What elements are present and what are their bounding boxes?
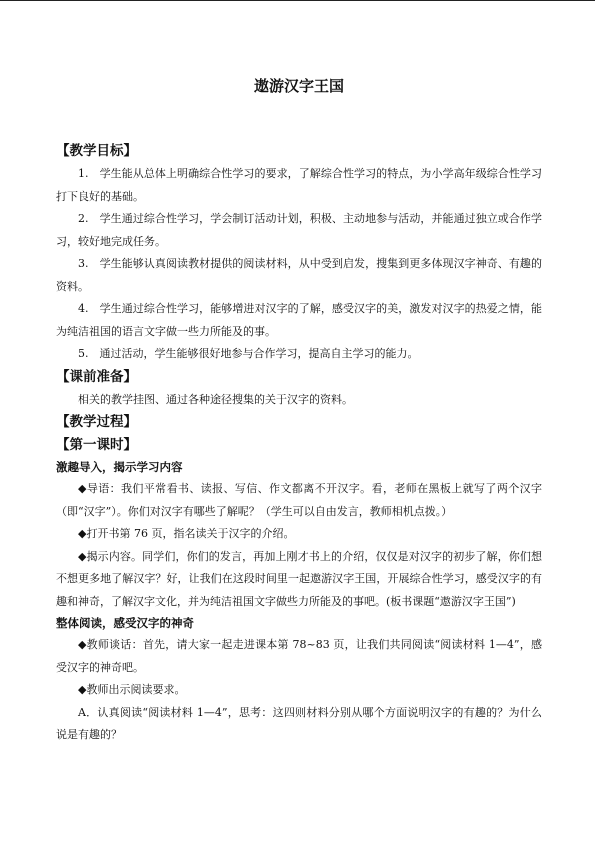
intro-paragraph-1: ◆导语：我们平常看书、读报、写信、作文都离不开汉字。看，老师在黑板上就写了两个汉字（即“汉字”）。你们对汉字有哪些了解呢？（学生可以自由发言，教师相机点拨。） [56, 482, 542, 518]
subheading-reading: 整体阅读，感受汉字的神奇 [56, 616, 194, 630]
goal-item-2: 2. 学生通过综合性学习，学会制订活动计划，积极、主动地参与活动，并能通过独立或合作学习，较好地完成任务。 [56, 212, 542, 248]
intro-paragraph-3: ◆揭示内容。同学们，你们的发言，再加上刚才书上的介绍，仅仅是对汉字的初步了解，你们想不想更多地了解汉字？好，让我们在这段时间里一起遨游汉字王国，开展综合性学习，感受汉字的有趣和神奇，了解汉字文化，并为纯洁祖国文字做些力所能及的事吧。(板书课题“遨游汉字王国”) [56, 549, 542, 608]
prep-text: 相关的教学挂图、通过各种途径搜集的关于汉字的资料。 [78, 392, 353, 406]
document-body [56, 140, 542, 747]
goal-item-1: 1. 学生能从总体上明确综合性学习的要求，了解综合性学习的特点，为小学高年级综合性学习打下良好的基础。 [56, 167, 542, 203]
page-top-rule [0, 0, 595, 1]
goal-item-3: 3. 学生能够认真阅读教材提供的阅读材料，从中受到启发，搜集到更多体现汉字神奇、有趣的资料。 [56, 257, 542, 293]
intro-paragraph-2: ◆打开书第 76 页，指名读关于汉字的介绍。 [78, 527, 295, 540]
subheading-intro: 激趣导入，揭示学习内容 [56, 460, 183, 474]
reading-paragraph-3: A．认真阅读“阅读材料 1—4”，思考：这四则材料分别从哪个方面说明汉字的有趣的？为什么说是有趣的？ [56, 705, 542, 741]
reading-paragraph-1: ◆教师谈话：首先，请大家一起走进课本第 78~83 页，让我们共同阅读“阅读材料 1—4”，感受汉字的神奇吧。 [56, 638, 542, 674]
reading-paragraph-2: ◆教师出示阅读要求。 [78, 683, 186, 696]
goal-item-5: 5. 通过活动，学生能够很好地参与合作学习，提高自主学习的能力。 [78, 347, 419, 360]
page-title: 遨游汉字王国 [253, 77, 344, 95]
section-heading-prep: 【课前准备】 [56, 368, 137, 385]
section-heading-goals: 【教学目标】 [56, 143, 137, 159]
goal-item-4: 4. 学生通过综合性学习，能够增进对汉字的了解，感受汉字的美，激发对汉字的热爱之情，能为纯洁祖国的语言文字做一些力所能及的事。 [56, 302, 542, 338]
section-heading-process: 【教学过程】 [56, 414, 137, 430]
section-heading-lesson1: 【第一课时】 [56, 437, 137, 453]
